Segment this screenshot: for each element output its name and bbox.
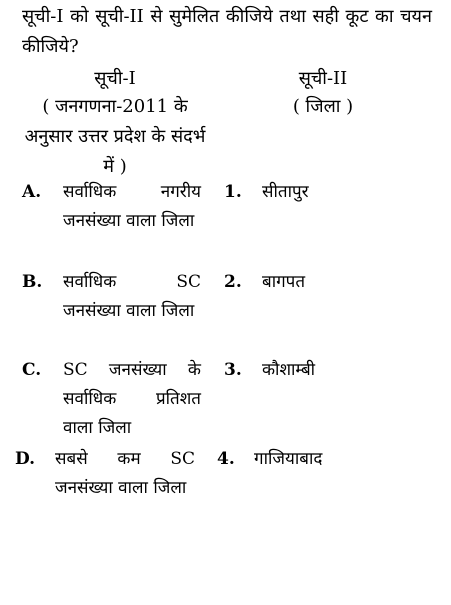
row-letter: C. xyxy=(22,360,42,380)
row-district: बागपत xyxy=(262,272,306,292)
list2-title: सूची-II xyxy=(298,68,348,89)
row-item-text: सर्वाधिक नगरीय जनसंख्या वाला जिला xyxy=(63,182,201,231)
row-number: 1. xyxy=(224,182,242,202)
row-letter: B. xyxy=(22,272,43,292)
list2-note: ( जिला ) xyxy=(292,96,354,117)
row-number: 2. xyxy=(224,272,242,292)
question-text: सूची-I को सूची-II से सुमेलित कीजिये तथा सही कूट का चयन कीजिये? xyxy=(22,6,432,57)
row-district: कौशाम्बी xyxy=(262,360,316,380)
row-district: सीतापुर xyxy=(262,182,309,202)
row-letter: A. xyxy=(22,182,42,202)
list1-title: सूची-I xyxy=(94,68,136,89)
row-number: 3. xyxy=(224,360,242,380)
row-number: 4. xyxy=(217,449,235,469)
row-letter: D. xyxy=(15,449,36,469)
list1-note: ( जनगणना-2011 के अनुसार उत्तर प्रदेश के संदर्भ में ) xyxy=(24,96,206,177)
row-item-text: सर्वाधिक SC जनसंख्या वाला जिला xyxy=(63,272,201,321)
row-district: गाजियाबाद xyxy=(254,449,323,469)
row-item-text: सबसे कम SC जनसंख्या वाला जिला xyxy=(55,449,195,498)
row-item-text: SC जनसंख्या के सर्वाधिक प्रतिशत वाला जिला xyxy=(63,360,201,438)
